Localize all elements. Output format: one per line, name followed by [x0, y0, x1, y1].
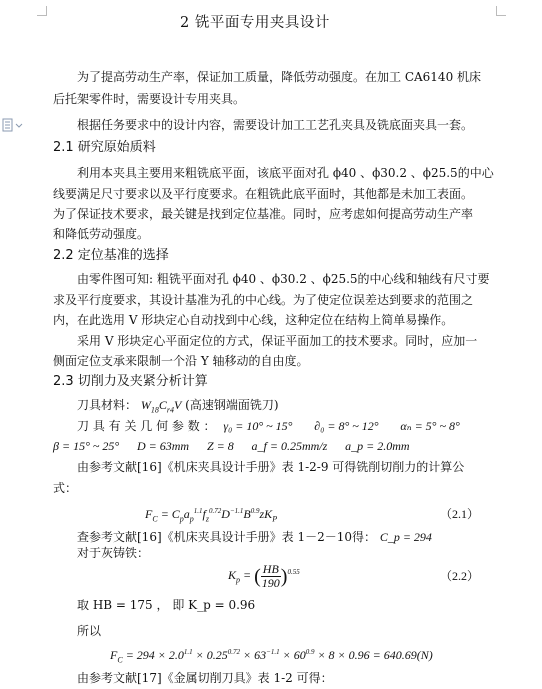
- beta-param: β = 15° ~ 25°: [53, 439, 120, 453]
- equation-2-2: $K_p$ = ( $\frac{HB}{190}$ )$^{0.55}$: [228, 561, 300, 590]
- intro-line-2: 后托架零件时，需要设计专用夹具。: [53, 92, 246, 106]
- s21-line-2: 线要满足尺寸要求以及平行度要求。在粗铣此底平面时，其他都是未加工表面。: [53, 187, 474, 201]
- s21-line-1: 利用本夹具主要用来粗铣底平面，该底平面对孔 ϕ40 、ϕ30.2 、ϕ25.5的中心: [77, 166, 494, 180]
- tool-material-formula: $W_{18}C_{r4}V$: [140, 398, 182, 415]
- tool-params-label: 刀 具 有 关 几 何 参 数 ：: [77, 419, 216, 433]
- heading-2-2: 2.2 定位基准的选择: [53, 248, 169, 263]
- s22-line-1: 由零件图可知: 粗铣平面对孔 ϕ40 、ϕ30.2 、ϕ25.5的中心线和轴线有尺寸要: [77, 272, 490, 286]
- heading-2-1: 2.1 研究原始质料: [53, 140, 156, 155]
- gray-iron-label: 对于灰铸铁：: [77, 546, 150, 560]
- so-line: 所以: [77, 624, 102, 638]
- take-hb-line: 取 HB = 175 ， 即 K_p = 0.96: [77, 598, 256, 612]
- gamma0-param: γ₀ = 10° ~ 15°: [223, 419, 293, 433]
- equation-2-1: $F_C = C_pa_p^{1.1}f_z^{0.72}D^{-1.1}B^{0.9}zK_P$: [145, 507, 278, 524]
- feed-param: a_f = 0.25mm/z: [251, 439, 328, 453]
- equation-result: $F_C = 294 \times 2.0^{1.1} \times 0.25^{0.72} \times 63^{-1.1} \times 60^{0.9} \times 8 \times 0.96 = 640.69(N)$: [110, 648, 433, 665]
- tool-material-label: 刀具材料：: [77, 398, 138, 412]
- s22-line-2: 求及平行度要求，其设计基准为孔的中心线。为了使定位误差达到要求的范围之: [53, 293, 474, 307]
- diameter-param: D = 63mm: [137, 439, 190, 453]
- equation-number-2-2: （2.2）: [440, 569, 480, 583]
- top-left-crop-mark: [37, 6, 47, 16]
- tool-params-line: [77, 418, 492, 434]
- task-line: 根据任务要求中的设计内容，需要设计加工工艺孔夹具及铣底面夹具一套。: [77, 118, 474, 132]
- top-right-crop-mark: [496, 6, 506, 16]
- theta0-param: ∂₀ = 8° ~ 12°: [314, 419, 379, 433]
- ref16-cp-text: 查参考文献[16]《机床夹具设计手册》表 1－2－10得：: [77, 530, 376, 544]
- ref17-line: 由参考文献[17]《金属切削刀具》表 1-2 可得：: [77, 671, 333, 685]
- alpha-n-param: αₙ = 5° ~ 8°: [400, 419, 460, 433]
- depth-param: a_p = 2.0mm: [345, 439, 410, 453]
- s22-line-3: 内，在此选用 V 形块定心自动找到中心线，这种定位在结构上简单易操作。: [53, 313, 454, 327]
- tool-params-line-2: [53, 438, 410, 454]
- section-title: 2 铣平面专用夹具设计: [180, 15, 330, 31]
- document-outline-icon[interactable]: [2, 117, 24, 131]
- cp-value: C_p = 294: [379, 530, 432, 544]
- intro-line-1: 为了提高劳动生产率，保证加工质量，降低劳动强度。在加工 CA6140 机床: [77, 70, 482, 84]
- heading-2-3: 2.3 切削力及夹紧分析计算: [53, 374, 208, 389]
- s21-line-4: 和降低劳动强度。: [53, 227, 150, 241]
- tool-material-value: (高速钢端面铣刀): [185, 398, 279, 412]
- tool-material-line: [77, 397, 279, 418]
- s22-line-5: 侧面定位支承来限制一个沿 Y 轴移动的自由度。: [53, 354, 309, 368]
- equation-number-2-1: （2.1）: [440, 507, 480, 521]
- s22-line-4: 采用 V 形块定心平面定位的方式，保证平面加工的技术要求。同时，应加一: [77, 334, 478, 348]
- ref16-cp-line: [77, 529, 432, 545]
- s21-line-3: 为了保证技术要求，最关键是找到定位基准。同时，应考虑如何提高劳动生产率: [53, 207, 474, 221]
- ref16-line-2: 式：: [53, 481, 78, 495]
- ref16-line-1: 由参考文献[16]《机床夹具设计手册》表 1-2-9 可得铣削切削力的计算公: [77, 460, 465, 474]
- teeth-param: Z = 8: [206, 439, 234, 453]
